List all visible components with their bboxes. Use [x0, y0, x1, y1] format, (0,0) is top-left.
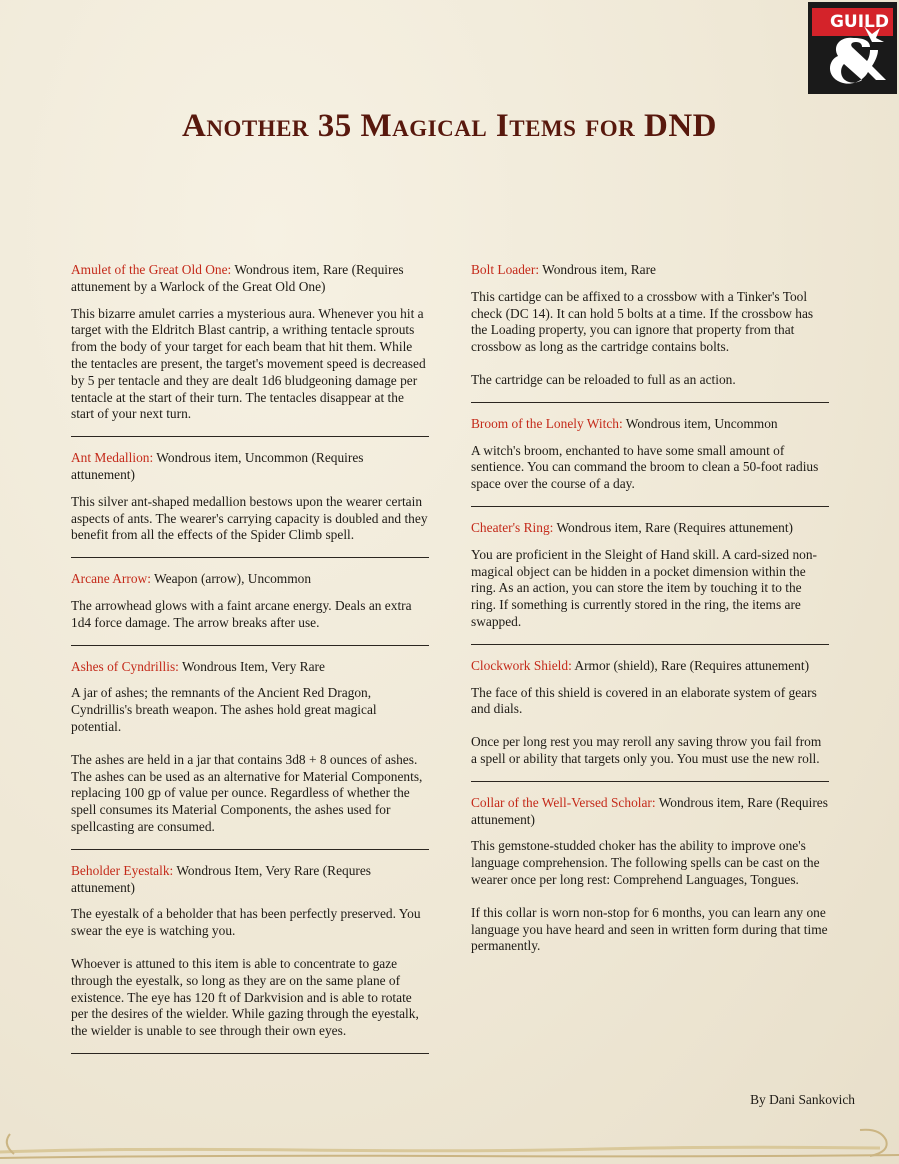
item-description: This silver ant-shaped medallion bestows upon the wearer certain aspects of ants. The wearer's carrying capacity is doubled and they benefit from all the effects of the Spider Climb spell. [71, 493, 428, 543]
item-type: Wondrous item, Uncommon (Requires attunement) [71, 450, 364, 482]
divider [71, 557, 429, 558]
divider [71, 645, 429, 646]
item-description: This gemstone-studded choker has the ability to improve one's language comprehension. The following spells can be cast on the wearer once per long rest: Comprehend Languages, Tongues. [471, 838, 820, 887]
item-clockwork-shield [471, 658, 829, 768]
item-description: This bizarre amulet carries a mysterious aura. Whenever you hit a target with the Eldritch Blast cantrip, a writhing tentacle sprouts from the body of your target for each beam that hit them. While the tentacles are present, the target's movement speed is decreased by 5 per tentacle and they are dealt 1d6 bludgeoning damage per tentacle at the start of their turn. The tentacles disappear at the start of your next turn. [71, 305, 426, 422]
item-header [71, 659, 429, 676]
item-collar-of-the-well-versed-scholar [471, 795, 829, 955]
item-name: Bolt Loader: [471, 262, 540, 277]
dnd-ampersand-dragon-icon [814, 20, 892, 92]
item-type: Wondrous item, Rare (Requires attunement) [471, 794, 828, 827]
right-column [471, 262, 829, 971]
item-name: Arcane Arrow: [71, 571, 151, 587]
item-name: Ashes of Cyndrillis: [71, 658, 179, 674]
item-type: Wondrous item, Uncommon [622, 415, 778, 431]
divider [71, 1053, 429, 1054]
item-description: A jar of ashes; the remnants of the Ancient Red Dragon, Cyndrillis's breath weapon. The ashes hold great magical potential. [71, 685, 377, 734]
item-description: Whoever is attuned to this item is able to concentrate to gaze through the eyestalk, so long as they are on the same plane of existence. The eye has 120 ft of Darkvision and is able to rotate per the desires of the wielder. While gazing through the eyestalk, the wielder is unable to see through their own eyes. [71, 955, 419, 1039]
item-name: Broom of the Lonely Witch: [471, 415, 623, 431]
item-type: Weapon (arrow), Uncommon [150, 571, 312, 587]
item-header [71, 262, 429, 296]
item-name: Ant Medallion: [71, 450, 154, 466]
item-name: Cheater's Ring: [471, 519, 554, 535]
item-beholder-eyestalk [71, 863, 429, 1040]
item-header [471, 795, 829, 829]
item-header [471, 520, 829, 537]
left-column [71, 262, 429, 1067]
item-bolt-loader [471, 262, 829, 389]
item-name: Beholder Eyestalk: [71, 862, 174, 878]
item-type: Wondrous Item, Very Rare (Requres attunement) [71, 862, 372, 895]
item-header [471, 262, 829, 279]
item-description: Once per long rest you may reroll any saving throw you fail from a spell or ability that targets only you. You must use the new roll. [471, 734, 822, 766]
item-ant-medallion [71, 450, 429, 544]
divider [471, 506, 829, 507]
item-type: Wondrous item, Rare (Requires attunement) [553, 519, 794, 535]
page-title: Another 35 Magical Items for DND [182, 108, 717, 144]
item-description: A witch's broom, enchanted to have some small amount of sentience. You can command the broom to clean a 50-foot radius space over the course of a day. [471, 442, 819, 492]
item-type: Wondrous item, Rare [539, 262, 657, 277]
item-description: The eyestalk of a beholder that has been perfectly preserved. You swear the eye is watching you. [71, 906, 421, 939]
item-header [71, 571, 429, 588]
item-name: Collar of the Well-Versed Scholar: [471, 794, 656, 810]
item-ashes-of-cyndrillis [71, 659, 429, 836]
item-description: You are proficient in the Sleight of Hand skill. A card-sized non-magical object can be hidden in a pocket dimension within the ring. As an action, you can store the item by touching it to the ring. If something is currently stored in the ring, the items are swapped. [471, 546, 817, 629]
item-header [471, 658, 829, 675]
guild-label: GUILD [812, 8, 893, 36]
item-header [71, 450, 429, 484]
guild-logo [808, 2, 897, 94]
item-description: The arrowhead glows with a faint arcane energy. Deals an extra 1d4 force damage. The arrow breaks after use. [71, 597, 412, 630]
item-description: The cartridge can be reloaded to full as an action. [471, 371, 736, 387]
item-name: Clockwork Shield: [471, 657, 572, 673]
item-description: This cartidge can be affixed to a crossbow with a Tinker's Tool check (DC 14). It can hold 5 bolts at a time. If the crossbow has the Loading property, you can ignore that property from that crossbow as long as the cartridge contains bolts. [471, 288, 814, 355]
divider [71, 849, 429, 850]
divider [71, 436, 429, 437]
item-header [471, 416, 829, 433]
item-description: If this collar is worn non-stop for 6 months, you can learn any one language you have heard and seen in written form during that time permanently. [471, 904, 828, 954]
item-description: The ashes are held in a jar that contains 3d8 + 8 ounces of ashes. The ashes can be used as an alternative for Material Components, replacing 100 gp of value per ounce. Regardless of whether the spell consumes its Material Components, the ashes used for spellcasting are consumed. [71, 751, 423, 834]
item-amulet-of-the-great-old-one [71, 262, 429, 423]
divider [471, 781, 829, 782]
item-type: Wondrous item, Rare (Requires attunement by a Warlock of the Great Old One) [71, 262, 404, 294]
item-header [71, 863, 429, 897]
item-description: The face of this shield is covered in an elaborate system of gears and dials. [471, 684, 817, 717]
item-broom-of-the-lonely-witch [471, 416, 829, 493]
item-type: Wondrous Item, Very Rare [178, 658, 325, 674]
author-byline: By Dani Sankovich [750, 1092, 855, 1107]
item-arcane-arrow [71, 571, 429, 631]
scroll-border-decoration [0, 1122, 899, 1164]
divider [471, 402, 829, 403]
divider [471, 644, 829, 645]
item-type: Armor (shield), Rare (Requires attunement) [571, 657, 810, 673]
item-name: Amulet of the Great Old One: [71, 262, 232, 277]
item-cheaters-ring [471, 520, 829, 631]
